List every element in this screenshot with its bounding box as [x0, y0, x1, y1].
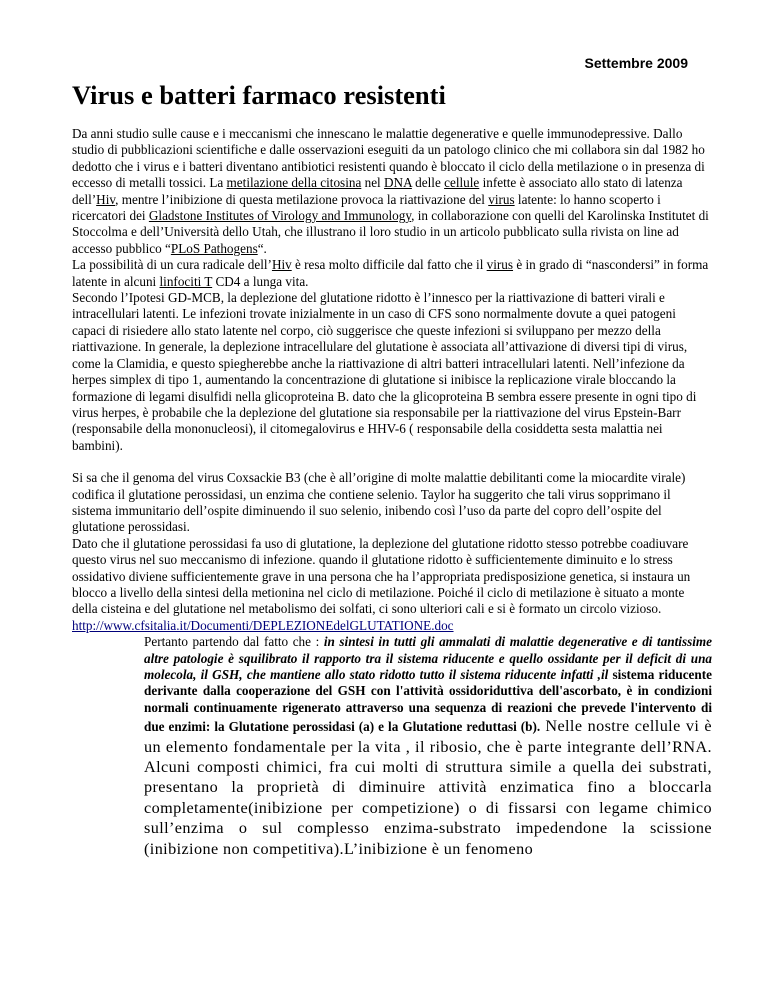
- paragraph-intro: [72, 126, 712, 257]
- text: Pertanto partendo dal fatto che :: [144, 634, 324, 650]
- link-gladstone[interactable]: Gladstone Institutes of Virology and Immunology: [148, 208, 412, 224]
- text: è resa molto difficile dal fatto che il: [291, 257, 487, 273]
- paragraph-glutatione: Dato che il glutatione perossidasi fa uso di glutatione, la deplezione del glutatione ridotto stesso potrebbe coadiuvare questo virus nel suo meccanismo di infezione. quando il glutatione ridotto è sufficientemente diminuito e lo stress ossidativo diviene sufficientemente grave in una persona che ha l’appropriata predisposizione genetica, si instaura un blocco a livello della sintesi della metionina nel ciclo di metilazione. Poiché il ciclo di metilazione è situato a monte della cisteina e del glutatione nel metabolismo dei solfati, ci sono ulteriori cali e si è formato un circolo vizioso.: [72, 535, 691, 617]
- text: nel: [361, 175, 385, 191]
- link-hiv[interactable]: Hiv: [96, 191, 116, 207]
- paragraph-gd-mcb: Secondo l’Ipotesi GD-MCB, la deplezione del glutatione ridotto è l’innesco per la riattivazione di batteri virali e intracellulari latenti. Le infezioni trovate inizialmente in un caso di CFS sono normalmente dovute a quei patogeni capaci di risiedere allo stato latente nel corpo, ciò suggerisce che queste infezioni si sviluppano per mezzo della riattivazione. In generale, la deplezione intracellulare del glutatione è associata all’attivazione di diversi tipi di virus, come la Clamidia, e questo spiegherebbe anche la riattivazione di altri batteri intracellulari latenti. Nell’infezione da herpes simplex di tipo 1, aumentando la concentrazione di glutatione si inibisce la replicazione virale bloccando la formazione di legami disulfidi nella glicoproteina B. dato che la glicoproteina B sembra essere presente in ogni tipo di virus herpes, è probabile che la deplezione del glutatione sia responsabile per la riattivazione del virus Epstein-Barr (responsabile della mononucleosi), il citomegalovirus e HHV-6 ( responsabile della cosiddetta sesta malattia nei bambini).: [72, 290, 697, 453]
- bold-text: sistema riducente derivante dalla cooperazione del GSH con l'attività ossidoriduttiva dell'ascorbato, è in condizioni normali continuamente rigenerato attraverso una sequenza di reazioni che prevede l'intervento di due enzimi: la Glutatione perossidasi (a) e la Glutatione reduttasi (b).: [144, 667, 712, 735]
- paragraph-pertanto: [144, 634, 712, 859]
- text: , in collaborazione con quelli del Karolinska Institutet di Stoccolma e dell’Università dello Utah, che illustrano il loro studio in un articolo pubblicato sulla rivista on line ad accesso pubblico “: [72, 208, 709, 256]
- link-virus[interactable]: virus: [488, 191, 515, 207]
- paragraph-hiv: [72, 257, 712, 290]
- link-cellule[interactable]: cellule: [444, 175, 480, 191]
- document-title: Virus e batteri farmaco resistenti: [72, 80, 446, 110]
- link-hiv-2[interactable]: Hiv: [271, 257, 292, 273]
- text: CD4 a lunga vita.: [212, 273, 309, 289]
- document-body: [72, 126, 712, 859]
- text: “.: [257, 240, 267, 256]
- text: La possibilità di un cura radicale dell’: [72, 257, 272, 273]
- link-dna[interactable]: DNA: [384, 175, 412, 191]
- link-linfociti-t[interactable]: linfociti T: [159, 273, 213, 289]
- large-text: Nelle nostre cellule vi è un elemento fondamentale per la vita , il ribosio, che è parte integrante dell’RNA. Alcuni composti chimici, fra cui molti di struttura simile a quella dei substrati, presentano la proprietà di diminuire attività enzimatica fino a bloccarla completamente(inibizione per competizione) o di fissarsi con legame chimico sull’enzima o sul complesso enzima-substrato impedendone la scissione (inibizione non competitiva).L’inibizione è un fenomeno: [144, 717, 712, 858]
- text: è in grado di “nascondersi” in forma latente in alcuni: [72, 257, 709, 289]
- paragraph-coxsackie: Si sa che il genoma del virus Coxsackie B3 (che è all’origine di molte malattie debilitanti come la miocardite virale) codifica il glutatione perossidasi, un enzima che contiene selenio. Taylor ha suggerito che tali virus sopprimano il sistema immunitario dell’ospite diminuendo il suo selenio, inibendo così l’uso da parte del copro dell’ospite del glutatione perossidasi.: [72, 470, 686, 535]
- link-line: [72, 618, 712, 634]
- link-virus-2[interactable]: virus: [486, 257, 514, 273]
- text: latente: lo hanno scoperto i ricercatori dei: [72, 191, 661, 224]
- link-metilazione-citosina[interactable]: metilazione della citosina: [226, 175, 362, 191]
- document-date: Settembre 2009: [584, 55, 688, 71]
- text: Da anni studio sulle cause e i meccanismi che innescano le malattie degenerative e quelle immunodepressive. Dallo studio di pubblicazioni scientifiche e dalle osservazioni eseguiti da un patologo clinico che mi collabora sin dal 1982 ho dedotto che i virus e i batteri diventano antibiotici resistenti quando è bloccato il ciclo della metilazione o in presenza di eccesso di metalli tossici. La: [72, 126, 705, 191]
- text: infette è associato allo stato di latenza dell’: [72, 175, 683, 207]
- link-cfsitalia[interactable]: http://www.cfsitalia.it/Documenti/DEPLEZIONEdelGLUTATIONE.doc: [72, 617, 454, 633]
- bold-italic-text: in sintesi in tutti gli ammalati di malattie degenerative e di tantissime altre patologie è squilibrato il rapporto tra il sistema riducente e quello ossidante per il deficit di una molecola, il GSH, che mantiene allo stato ridotto tutto il sistema riducente infatti ,il: [144, 634, 713, 682]
- text: , mentre l’inibizione di questa metilazione provoca la riattivazione del: [115, 191, 489, 207]
- text: delle: [411, 175, 445, 191]
- link-plos-pathogens[interactable]: PLoS Pathogens: [170, 240, 258, 256]
- spacer: [72, 454, 712, 470]
